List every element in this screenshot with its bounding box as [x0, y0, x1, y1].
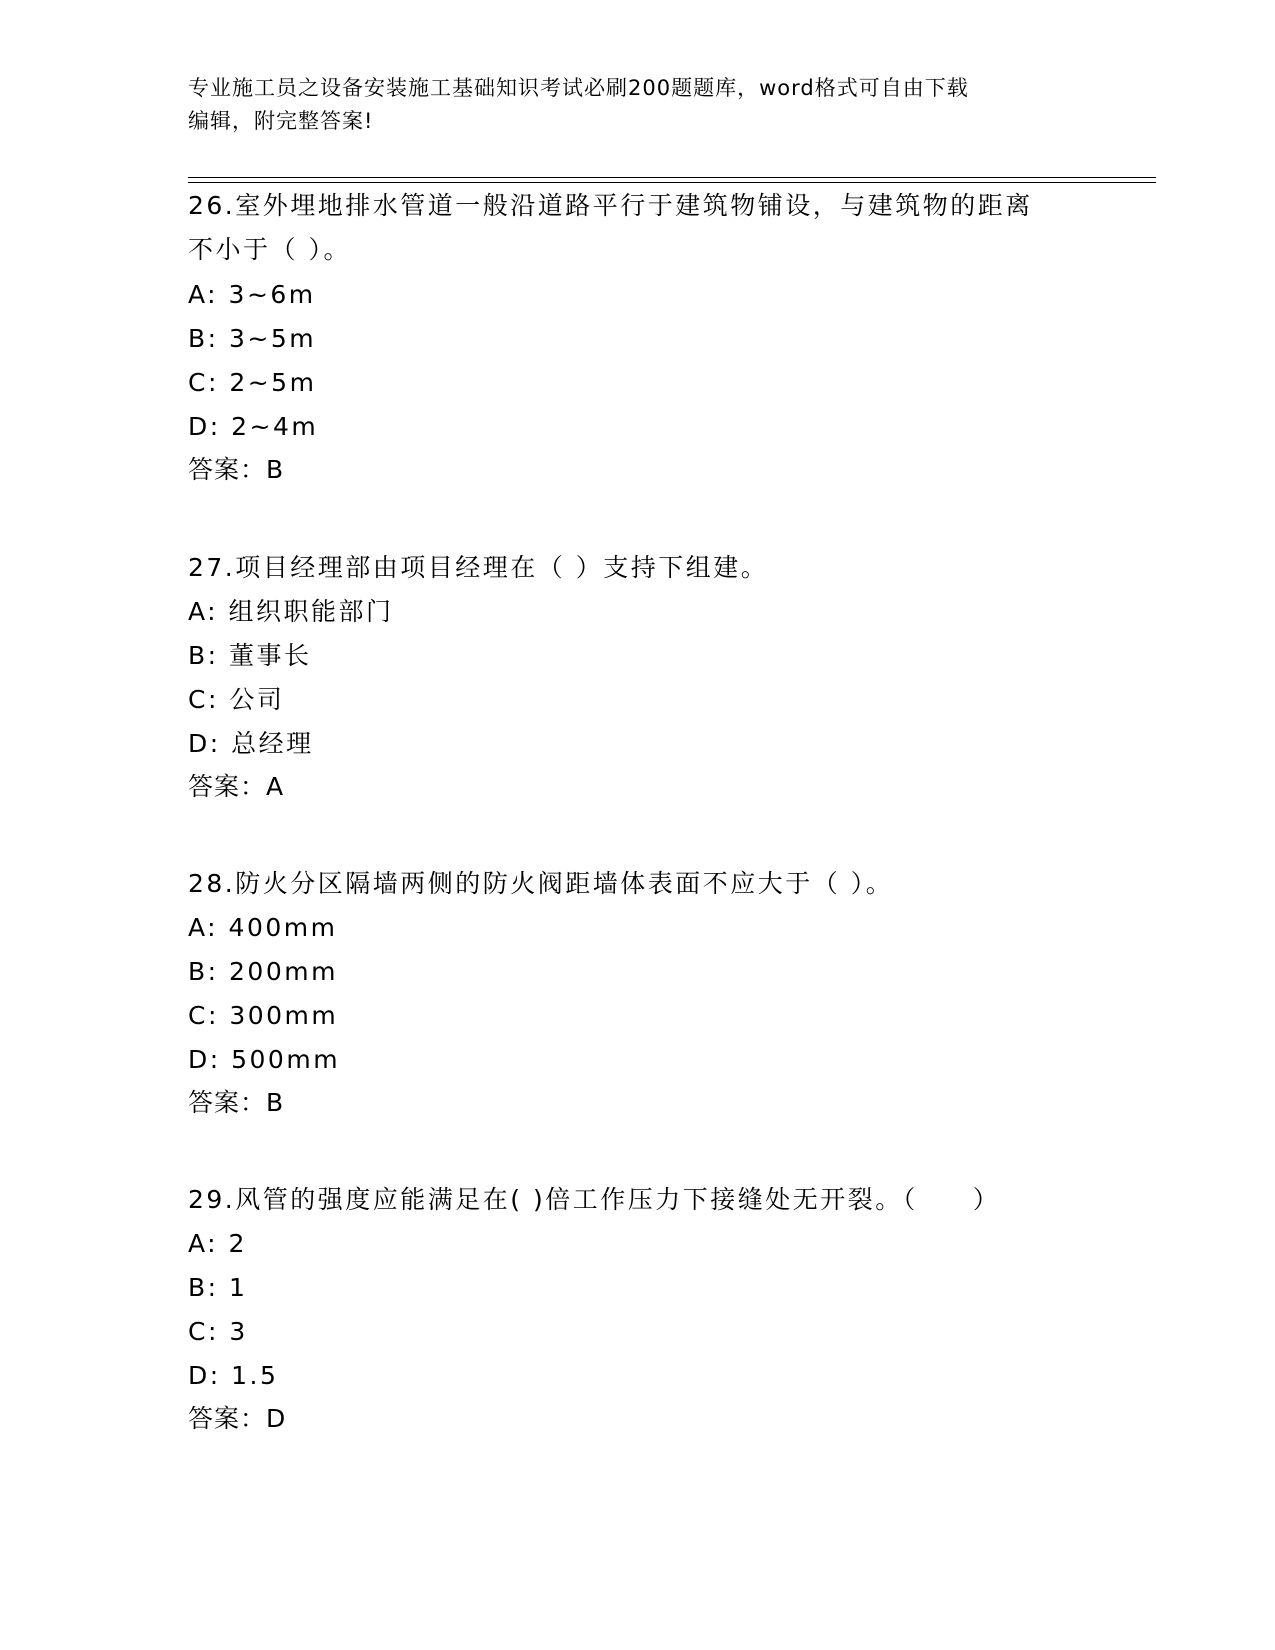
question-stem-line: 26.室外埋地排水管道一般沿道路平行于建筑物铺设，与建筑物的距离	[188, 191, 1033, 220]
option-a: A: 400mm	[188, 913, 338, 942]
option-b: B: 1	[188, 1273, 248, 1302]
document-header	[188, 72, 1088, 138]
option-d: D: 总经理	[188, 729, 314, 758]
question-stem-line: 29.风管的强度应能满足在( )倍工作压力下接缝处无开裂。（ ）	[188, 1185, 1001, 1214]
question-stem-line: 28.防火分区隔墙两侧的防火阀距墙体表面不应大于（ ）。	[188, 869, 894, 898]
header-line-1: 专业施工员之设备安装施工基础知识考试必刷200题题库，word格式可自由下载	[188, 76, 969, 100]
answer-label: 答案：B	[188, 1088, 285, 1117]
option-d: D: 500mm	[188, 1045, 341, 1074]
question-stem-line: 27.项目经理部由项目经理在（ ）支持下组建。	[188, 553, 769, 582]
answer-label: 答案：D	[188, 1404, 287, 1433]
question-stem-line: 不小于（ ）。	[188, 235, 351, 264]
answer-label: 答案：A	[188, 772, 285, 801]
option-a: A: 组织职能部门	[188, 597, 394, 626]
option-b: B: 董事长	[188, 641, 312, 670]
option-d: D: 2~4m	[188, 412, 319, 441]
option-c: C: 2~5m	[188, 368, 317, 397]
option-d: D: 1.5	[188, 1361, 279, 1390]
option-c: C: 300mm	[188, 1001, 339, 1030]
option-c: C: 3	[188, 1317, 248, 1346]
header-line-2: 编辑，附完整答案!	[188, 109, 374, 133]
option-b: B: 200mm	[188, 957, 338, 986]
option-c: C: 公司	[188, 685, 285, 714]
option-a: A: 2	[188, 1229, 247, 1258]
option-b: B: 3~5m	[188, 324, 317, 353]
option-a: A: 3~6m	[188, 280, 316, 309]
answer-label: 答案：B	[188, 455, 285, 484]
header-divider-bottom	[188, 182, 1156, 183]
header-divider-top	[188, 177, 1156, 178]
